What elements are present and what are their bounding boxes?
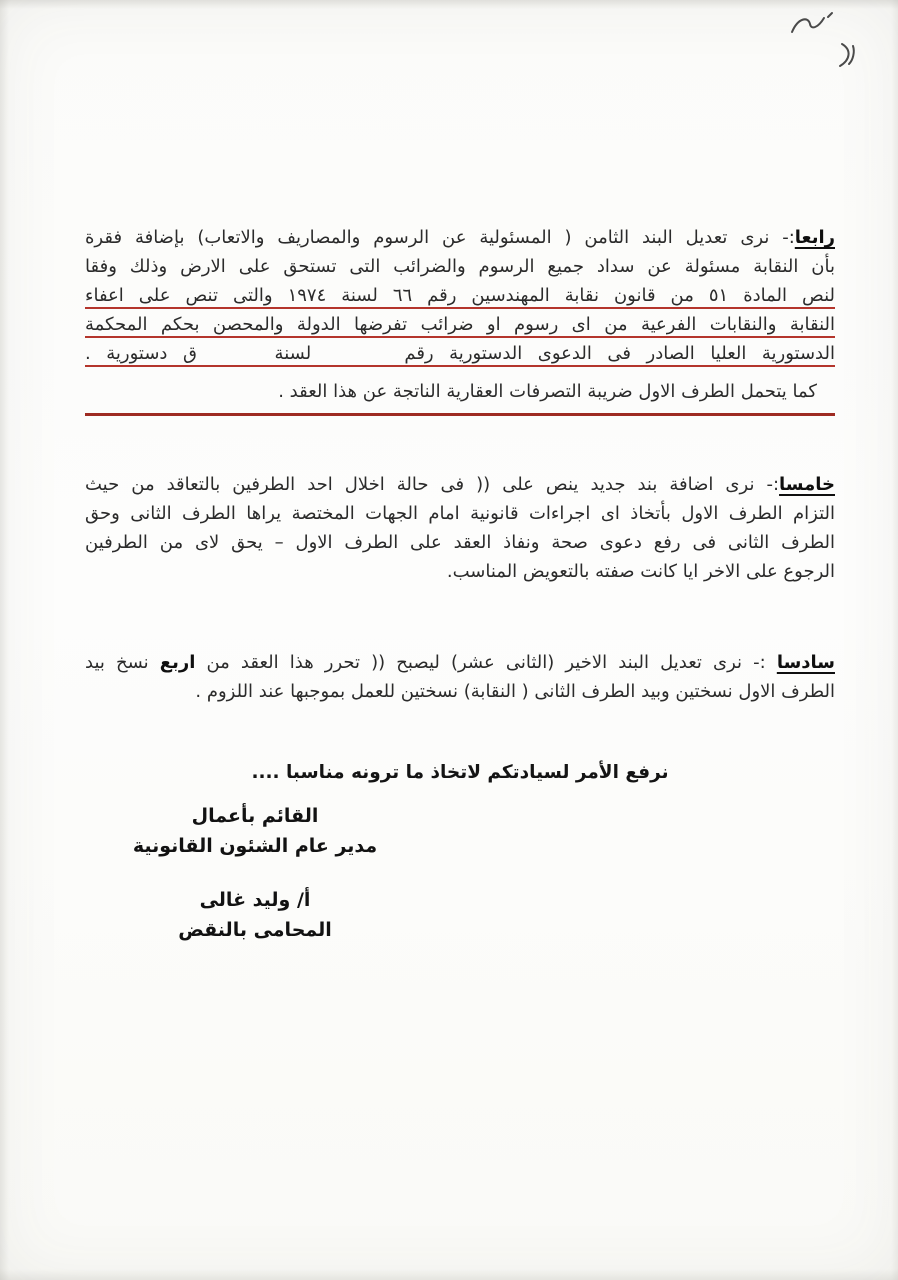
signature-name: أ/ وليد غالى (199, 889, 311, 911)
paragraph-line (85, 648, 835, 677)
closing-statement: نرفع الأمر لسيادتكم لاتخاذ ما ترونه مناسبا .... (251, 762, 669, 783)
paragraph-line: الرجوع على الاخر ايا كانت صفته بالتعويض المناسب. (446, 561, 835, 582)
paragraph-line: بأن النقابة مسئولة عن سداد جميع الرسوم والضرائب التى تستحق على الارض وذلك وفقا (85, 256, 835, 277)
letter-body (85, 0, 835, 945)
red-underlined-note: كما يتحمل الطرف الاول ضريبة التصرفات العقارية الناتجة عن هذا العقد . (85, 377, 835, 416)
section-heading: خامسا (779, 474, 835, 495)
paragraph-line: التزام الطرف الاول بأتخاذ اى اجراءات قانونية امام الجهات المختصة يراها الطرف الثانى وحق (85, 503, 835, 524)
handwritten-mark-icon (834, 40, 860, 70)
signature-department-title: مدير عام الشئون القانونية (132, 835, 378, 857)
paragraph-line: الطرف الاول نسختين وبيد الطرف الثانى ( النقابة) نسختين للعمل بموجبها عند اللزوم . (195, 681, 835, 702)
section-sixth (85, 648, 835, 706)
section-fifth (85, 470, 835, 586)
paragraph-line (85, 223, 835, 252)
section-fourth (85, 223, 835, 416)
paragraph-line (85, 470, 835, 499)
emphasized-word: اربع (159, 652, 196, 673)
section-heading: رابعا (794, 227, 835, 248)
line-text: :- نرى تعديل البند الاخير (الثانى عشر) ليصبح (( تحرر هذا العقد من (195, 652, 777, 673)
signature-role: المحامى بالنقض (178, 919, 332, 941)
line-text: :- نرى اضافة بند جديد ينص على (( فى حالة اخلال احد الطرفين بالتعاقد من حيث (85, 474, 780, 495)
section-heading: سادسا (776, 652, 835, 673)
signature-titles (115, 801, 395, 861)
page-edge-shading-right (891, 0, 898, 1280)
paragraph-line-red-underlined: الدستورية العليا الصادر فى الدعوى الدستورية رقم لسنة ق دستورية . (85, 339, 835, 368)
signature-name-block (115, 885, 395, 945)
paragraph-line: الطرف الثانى فى رفع دعوى صحة ونفاذ العقد على الطرف الاول – يحق لاى من الطرفين (85, 532, 835, 553)
signature-acting-title: القائم بأعمال (191, 805, 319, 827)
paragraph-line-red-underlined: لنص المادة ٥١ من قانون نقابة المهندسين رقم ٦٦ لسنة ١٩٧٤ والتى تنص على اعفاء (85, 281, 835, 310)
line-text: نسخ بيد (85, 652, 160, 673)
page-edge-shading-bottom (0, 1269, 898, 1280)
paragraph-line-red-underlined: النقابة والنقابات الفرعية من اى رسوم او ضرائب تفرضها الدولة والمحصن بحكم المحكمة (85, 310, 835, 339)
page-edge-shading-left (0, 0, 9, 1280)
line-text: :- نرى تعديل البند الثامن ( المسئولية عن الرسوم والمصاريف والاتعاب) بإضافة فقرة (85, 227, 795, 248)
